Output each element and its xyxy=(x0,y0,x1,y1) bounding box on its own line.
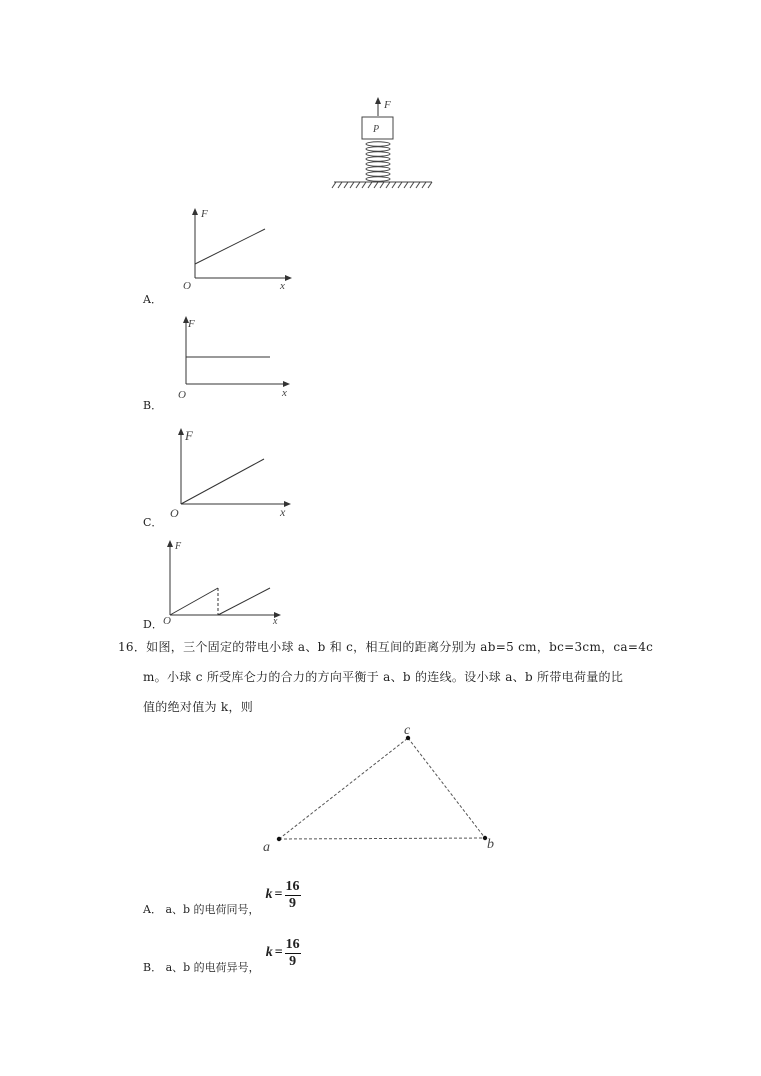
graph-c-curve xyxy=(181,459,264,504)
option-c-label: C． xyxy=(143,516,163,529)
answer-a-formula xyxy=(266,880,301,911)
answer-b-fraction xyxy=(285,938,301,969)
force-label: F xyxy=(384,99,391,111)
graph-a-y-label: F xyxy=(201,208,208,220)
graph-c xyxy=(168,424,298,522)
option-d-label: D． xyxy=(143,618,163,631)
graph-c-origin: O xyxy=(170,506,179,520)
question-16-line-1: 16．如图，三个固定的带电小球 a、b 和 c，相互间的距离分别为 ab=5 cm，bc=3cm，ca=4c xyxy=(118,640,654,654)
triangle-label-b: b xyxy=(487,837,494,852)
graph-b xyxy=(172,312,297,402)
spring-figure xyxy=(330,96,440,192)
answer-b-formula xyxy=(266,938,301,969)
graph-b-x-label: x xyxy=(282,387,287,399)
graph-d-curve xyxy=(170,588,270,615)
graph-b-y-label: F xyxy=(188,318,195,330)
triangle-label-c: c xyxy=(404,723,411,738)
answer-b-numerator: 16 xyxy=(285,936,300,952)
answer-a xyxy=(143,873,301,917)
graph-c-y-label: F xyxy=(185,428,193,443)
answer-a-denominator: 9 xyxy=(289,895,297,911)
graph-a-curve xyxy=(195,229,265,264)
answer-a-text: A． a、b 的电荷同号， xyxy=(143,903,260,916)
triangle-label-a: a xyxy=(263,840,270,855)
graph-d-x-label: x xyxy=(273,616,278,627)
question-16-line-3: 值的绝对值为 k，则 xyxy=(143,700,254,714)
option-a-label: A． xyxy=(143,293,162,306)
question-16-line-2: m。小球 c 所受库仑力的合力的方向平衡于 a、b 的连线。设小球 a、b 所带电荷量的比 xyxy=(143,670,624,684)
answer-a-eq: = xyxy=(274,887,283,902)
answer-a-k: k xyxy=(265,887,273,902)
answer-b-eq: = xyxy=(274,945,283,960)
answer-b-text: B． a、b 的电荷异号， xyxy=(143,961,260,974)
point-a xyxy=(277,837,281,841)
graph-b-origin: O xyxy=(178,389,186,401)
graph-a-origin: O xyxy=(183,280,191,292)
graph-d-y-label: F xyxy=(175,541,182,552)
graph-a-x-label: x xyxy=(280,280,285,292)
spring xyxy=(366,142,390,181)
answer-a-fraction xyxy=(285,880,301,911)
answer-b-k: k xyxy=(265,945,273,960)
triangle-figure xyxy=(255,722,505,857)
answer-b xyxy=(143,931,301,975)
answer-a-numerator: 16 xyxy=(285,878,300,894)
graph-d-origin: O xyxy=(163,615,171,627)
graph-d xyxy=(160,536,290,628)
option-b-label: B． xyxy=(143,399,163,412)
answer-b-denominator: 9 xyxy=(289,953,297,969)
ground xyxy=(332,182,432,188)
graph-c-x-label: x xyxy=(280,505,286,519)
block-label: P xyxy=(373,124,380,135)
graph-a xyxy=(180,206,300,296)
